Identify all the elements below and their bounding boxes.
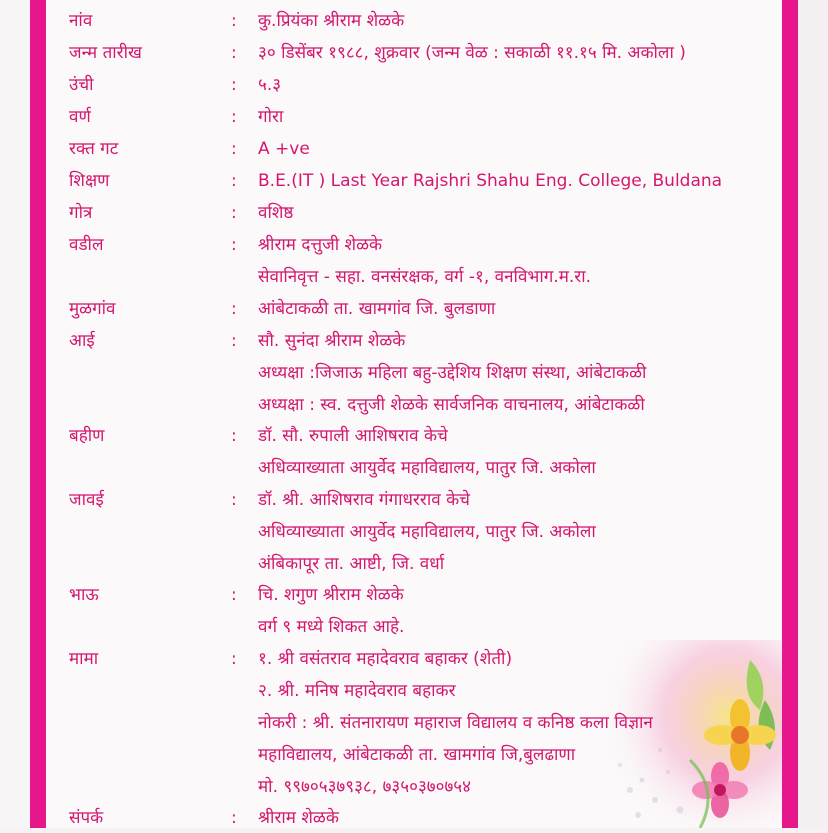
field-separator: : (231, 649, 237, 669)
field-value: डॉ. श्री. आशिषराव गंगाधरराव केचे (258, 490, 470, 510)
field-value: वशिष्ठ (258, 203, 294, 223)
field-value: वर्ग ९ मध्ये शिकत आहे. (258, 617, 405, 637)
field-value: आंबेटाकळी ता. खामगांव जि. बुलडाणा (258, 299, 496, 319)
field-label: जावई (69, 490, 104, 510)
field-value: अधिव्याख्याता आयुर्वेद महाविद्यालय, पातुर जि. अकोला (258, 522, 596, 542)
field-value: गोरा (258, 107, 284, 127)
biodata-row (0, 230, 780, 260)
biodata-row (0, 772, 780, 802)
field-value: महाविद्यालय, आंबेटाकळी ता. खामगांव जि,बुलढाणा (258, 745, 576, 765)
field-label: भाऊ (69, 585, 99, 605)
biodata-row (0, 134, 780, 164)
field-value: मो. ९९७०५३७९३८, ७३५०३७०७५४ (258, 777, 471, 797)
field-separator: : (231, 171, 237, 191)
field-label: जन्म तारीख (69, 43, 142, 63)
biodata-row (0, 358, 780, 388)
field-label: मुळगांव (69, 299, 116, 319)
biodata-row (0, 294, 780, 324)
biodata-row (0, 708, 780, 738)
biodata-row (0, 676, 780, 706)
biodata-row (0, 390, 780, 420)
biodata-row (0, 166, 780, 196)
field-value: कु.प्रियंका श्रीराम शेळके (258, 11, 405, 31)
field-separator: : (231, 43, 237, 63)
field-label: गोत्र (69, 203, 93, 223)
field-separator: : (231, 107, 237, 127)
field-label: वडील (69, 235, 104, 255)
field-separator: : (231, 331, 237, 351)
biodata-row (0, 6, 780, 36)
field-value: A +ve (258, 139, 310, 159)
field-value: नोकरी : श्री. संतनारायण महाराज विद्यालय व कनिष्ठ कला विज्ञान (258, 713, 653, 733)
field-value: अधिव्याख्याता आयुर्वेद महाविद्यालय, पातुर जि. अकोला (258, 458, 596, 478)
field-label: वर्ण (69, 107, 91, 127)
biodata-row (0, 453, 780, 483)
biodata-row (0, 70, 780, 100)
biodata-row (0, 549, 780, 579)
biodata-row (0, 517, 780, 547)
field-value: ५.३ (258, 75, 282, 95)
field-label: नांव (69, 11, 93, 31)
field-separator: : (231, 585, 237, 605)
biodata-row (0, 740, 780, 770)
biodata-row (0, 198, 780, 228)
biodata-row (0, 612, 780, 642)
field-label: संपर्क (69, 808, 104, 828)
field-value: श्रीराम शेळके (258, 808, 339, 828)
field-separator: : (231, 139, 237, 159)
biodata-row (0, 102, 780, 132)
field-value: १. श्री वसंतराव महादेवराव बहाकर (शेती) (258, 649, 513, 669)
field-value: श्रीराम दत्तुजी शेळके (258, 235, 383, 255)
field-label: रक्त गट (69, 139, 119, 159)
field-separator: : (231, 808, 237, 828)
field-label: शिक्षण (69, 171, 110, 191)
field-value: २. श्री. मनिष महादेवराव बहाकर (258, 681, 456, 701)
field-separator: : (231, 235, 237, 255)
biodata-row (0, 580, 780, 610)
biodata-row (0, 38, 780, 68)
biodata-row (0, 262, 780, 292)
field-separator: : (231, 11, 237, 31)
field-separator: : (231, 426, 237, 446)
biodata-row (0, 803, 780, 833)
field-value: सौ. सुनंदा श्रीराम शेळके (258, 331, 406, 351)
field-value: अंबिकापूर ता. आष्टी, जि. वर्धा (258, 554, 445, 574)
field-value: डॉ. सौ. रुपाली आशिषराव केचे (258, 426, 448, 446)
biodata-row (0, 644, 780, 674)
field-label: आई (69, 331, 95, 351)
field-label: बहीण (69, 426, 105, 446)
field-label: उंची (69, 75, 94, 95)
field-value: अध्यक्षा :जिजाऊ महिला बहु-उद्देशिय शिक्षण संस्था, आंबेटाकळी (258, 363, 647, 383)
biodata-row (0, 326, 780, 356)
field-separator: : (231, 75, 237, 95)
field-value: अध्यक्षा : स्व. दत्तुजी शेळके सार्वजनिक वाचनालय, आंबेटाकळी (258, 395, 645, 415)
field-separator: : (231, 299, 237, 319)
biodata-row (0, 485, 780, 515)
field-value: B.E.(IT ) Last Year Rajshri Shahu Eng. College, Buldana (258, 171, 723, 191)
field-value: सेवानिवृत्त - सहा. वनसंरक्षक, वर्ग -१, वनविभाग.म.रा. (258, 267, 592, 287)
field-value: ३० डिसेंबर १९८८, शुक्रवार (जन्म वेळ : सकाळी ११.१५ मि. अकोला ) (258, 43, 686, 63)
field-separator: : (231, 203, 237, 223)
field-value: चि. शगुण श्रीराम शेळके (258, 585, 404, 605)
field-label: मामा (69, 649, 99, 669)
biodata-row (0, 421, 780, 451)
field-separator: : (231, 490, 237, 510)
